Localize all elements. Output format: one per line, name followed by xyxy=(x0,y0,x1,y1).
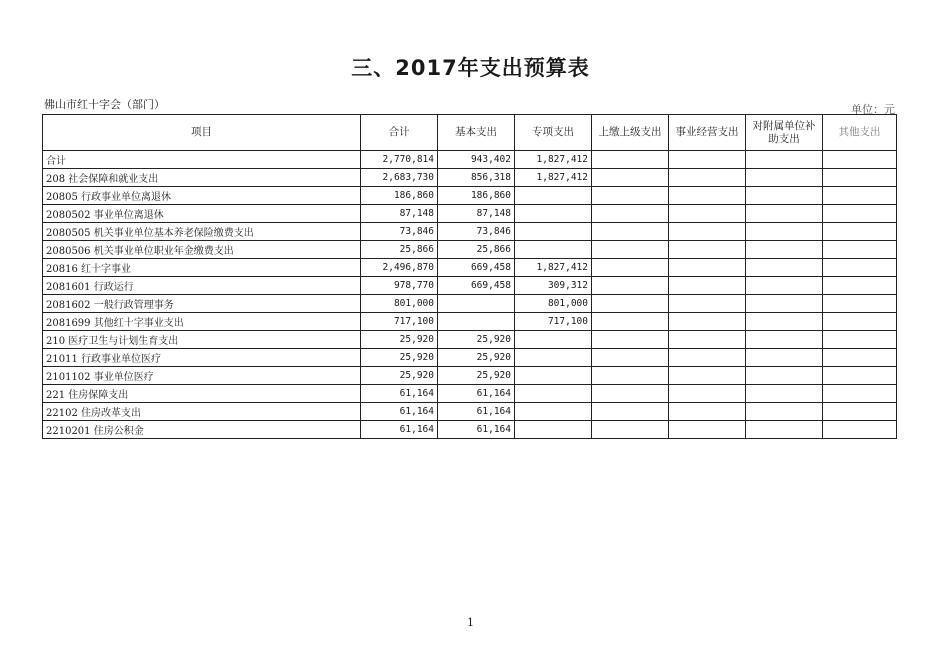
page-number: 1 xyxy=(467,616,474,629)
cell-other xyxy=(823,349,897,367)
cell-other xyxy=(823,223,897,241)
cell-total: 61,164 xyxy=(361,403,438,421)
cell-subsidy xyxy=(746,241,823,259)
cell-subsidy xyxy=(746,313,823,331)
table-row xyxy=(43,385,897,403)
cell-upper xyxy=(592,331,669,349)
header-upper: 上缴上级支出 xyxy=(592,115,669,151)
header-item: 项目 xyxy=(43,115,361,151)
cell-item: 21011 行政事业单位医疗 xyxy=(43,349,361,367)
cell-business xyxy=(669,331,746,349)
cell-other xyxy=(823,367,897,385)
cell-basic: 669,458 xyxy=(438,277,515,295)
cell-item: 2081601 行政运行 xyxy=(43,277,361,295)
cell-upper xyxy=(592,421,669,439)
cell-business xyxy=(669,259,746,277)
cell-other xyxy=(823,331,897,349)
cell-subsidy xyxy=(746,187,823,205)
cell-subsidy xyxy=(746,331,823,349)
cell-item: 合计 xyxy=(43,151,361,169)
cell-other xyxy=(823,313,897,331)
cell-subsidy xyxy=(746,169,823,187)
cell-subsidy xyxy=(746,403,823,421)
cell-special: 1,827,412 xyxy=(515,169,592,187)
table-row xyxy=(43,421,897,439)
cell-basic: 73,846 xyxy=(438,223,515,241)
cell-upper xyxy=(592,349,669,367)
cell-total: 87,148 xyxy=(361,205,438,223)
cell-basic: 87,148 xyxy=(438,205,515,223)
cell-subsidy xyxy=(746,223,823,241)
cell-subsidy xyxy=(746,151,823,169)
table-row xyxy=(43,295,897,313)
cell-basic: 25,920 xyxy=(438,349,515,367)
cell-subsidy xyxy=(746,277,823,295)
table-row xyxy=(43,349,897,367)
cell-total: 717,100 xyxy=(361,313,438,331)
table-row xyxy=(43,169,897,187)
cell-special xyxy=(515,349,592,367)
cell-total: 61,164 xyxy=(361,385,438,403)
table-header-row xyxy=(43,115,897,151)
cell-item: 221 住房保障支出 xyxy=(43,385,361,403)
cell-upper xyxy=(592,151,669,169)
cell-total: 73,846 xyxy=(361,223,438,241)
cell-total: 2,770,814 xyxy=(361,151,438,169)
cell-item: 22102 住房改革支出 xyxy=(43,403,361,421)
cell-item: 2080505 机关事业单位基本养老保险缴费支出 xyxy=(43,223,361,241)
cell-item: 2080506 机关事业单位职业年金缴费支出 xyxy=(43,241,361,259)
header-basic: 基本支出 xyxy=(438,115,515,151)
table-row xyxy=(43,205,897,223)
table-row xyxy=(43,187,897,205)
cell-special xyxy=(515,403,592,421)
cell-basic xyxy=(438,313,515,331)
cell-special xyxy=(515,223,592,241)
table-row xyxy=(43,367,897,385)
cell-other xyxy=(823,187,897,205)
cell-special xyxy=(515,241,592,259)
cell-other xyxy=(823,385,897,403)
cell-special: 801,000 xyxy=(515,295,592,313)
cell-subsidy xyxy=(746,367,823,385)
cell-basic: 856,318 xyxy=(438,169,515,187)
cell-upper xyxy=(592,259,669,277)
cell-business xyxy=(669,385,746,403)
cell-business xyxy=(669,205,746,223)
cell-basic: 61,164 xyxy=(438,385,515,403)
table-row xyxy=(43,241,897,259)
cell-business xyxy=(669,223,746,241)
cell-basic: 61,164 xyxy=(438,421,515,439)
cell-item: 20816 红十字事业 xyxy=(43,259,361,277)
cell-special xyxy=(515,385,592,403)
cell-other xyxy=(823,403,897,421)
cell-special xyxy=(515,331,592,349)
table-row xyxy=(43,151,897,169)
cell-subsidy xyxy=(746,205,823,223)
header-business: 事业经营支出 xyxy=(669,115,746,151)
cell-item: 2101102 事业单位医疗 xyxy=(43,367,361,385)
cell-total: 186,860 xyxy=(361,187,438,205)
cell-special xyxy=(515,187,592,205)
cell-special xyxy=(515,205,592,223)
table-row xyxy=(43,331,897,349)
cell-basic: 61,164 xyxy=(438,403,515,421)
page-title: 三、2017年支出预算表 xyxy=(351,56,590,80)
cell-total: 25,866 xyxy=(361,241,438,259)
cell-other xyxy=(823,259,897,277)
cell-item: 2081699 其他红十字事业支出 xyxy=(43,313,361,331)
cell-other xyxy=(823,277,897,295)
cell-basic: 669,458 xyxy=(438,259,515,277)
cell-upper xyxy=(592,223,669,241)
cell-other xyxy=(823,241,897,259)
cell-business xyxy=(669,349,746,367)
cell-item: 210 医疗卫生与计划生育支出 xyxy=(43,331,361,349)
cell-business xyxy=(669,187,746,205)
table-row xyxy=(43,313,897,331)
cell-total: 61,164 xyxy=(361,421,438,439)
cell-item: 2080502 事业单位离退休 xyxy=(43,205,361,223)
cell-item: 2081602 一般行政管理事务 xyxy=(43,295,361,313)
table-row xyxy=(43,277,897,295)
cell-business xyxy=(669,367,746,385)
cell-business xyxy=(669,169,746,187)
unit-label: 单位：元 xyxy=(851,103,895,116)
cell-upper xyxy=(592,187,669,205)
cell-item: 2210201 住房公积金 xyxy=(43,421,361,439)
cell-basic: 25,920 xyxy=(438,331,515,349)
cell-business xyxy=(669,151,746,169)
cell-total: 2,683,730 xyxy=(361,169,438,187)
cell-total: 801,000 xyxy=(361,295,438,313)
cell-basic: 25,866 xyxy=(438,241,515,259)
cell-business xyxy=(669,403,746,421)
cell-upper xyxy=(592,277,669,295)
table-row xyxy=(43,223,897,241)
cell-basic: 943,402 xyxy=(438,151,515,169)
cell-basic xyxy=(438,295,515,313)
cell-special: 309,312 xyxy=(515,277,592,295)
cell-special: 1,827,412 xyxy=(515,151,592,169)
cell-item: 20805 行政事业单位离退休 xyxy=(43,187,361,205)
cell-subsidy xyxy=(746,385,823,403)
cell-other xyxy=(823,205,897,223)
cell-other xyxy=(823,295,897,313)
table-row xyxy=(43,403,897,421)
cell-upper xyxy=(592,241,669,259)
cell-total: 978,770 xyxy=(361,277,438,295)
cell-other xyxy=(823,151,897,169)
cell-business xyxy=(669,295,746,313)
cell-special xyxy=(515,421,592,439)
header-total: 合计 xyxy=(361,115,438,151)
table-row xyxy=(43,259,897,277)
cell-business xyxy=(669,277,746,295)
cell-special xyxy=(515,367,592,385)
cell-basic: 186,860 xyxy=(438,187,515,205)
cell-upper xyxy=(592,313,669,331)
cell-subsidy xyxy=(746,295,823,313)
cell-business xyxy=(669,313,746,331)
cell-subsidy xyxy=(746,421,823,439)
cell-upper xyxy=(592,367,669,385)
cell-upper xyxy=(592,169,669,187)
cell-special: 1,827,412 xyxy=(515,259,592,277)
cell-basic: 25,920 xyxy=(438,367,515,385)
cell-upper xyxy=(592,295,669,313)
cell-subsidy xyxy=(746,259,823,277)
cell-upper xyxy=(592,385,669,403)
cell-subsidy xyxy=(746,349,823,367)
header-other: 其他支出 xyxy=(823,115,897,151)
cell-total: 25,920 xyxy=(361,349,438,367)
header-subsidy: 对附属单位补助支出 xyxy=(746,115,823,151)
cell-item: 208 社会保障和就业支出 xyxy=(43,169,361,187)
cell-total: 2,496,870 xyxy=(361,259,438,277)
cell-upper xyxy=(592,205,669,223)
header-special: 专项支出 xyxy=(515,115,592,151)
cell-business xyxy=(669,241,746,259)
cell-upper xyxy=(592,403,669,421)
budget-table xyxy=(42,114,897,439)
table-body xyxy=(43,151,897,439)
department-label: 佛山市红十字会（部门） xyxy=(44,98,165,111)
cell-total: 25,920 xyxy=(361,331,438,349)
cell-special: 717,100 xyxy=(515,313,592,331)
cell-total: 25,920 xyxy=(361,367,438,385)
cell-other xyxy=(823,421,897,439)
cell-business xyxy=(669,421,746,439)
cell-other xyxy=(823,169,897,187)
